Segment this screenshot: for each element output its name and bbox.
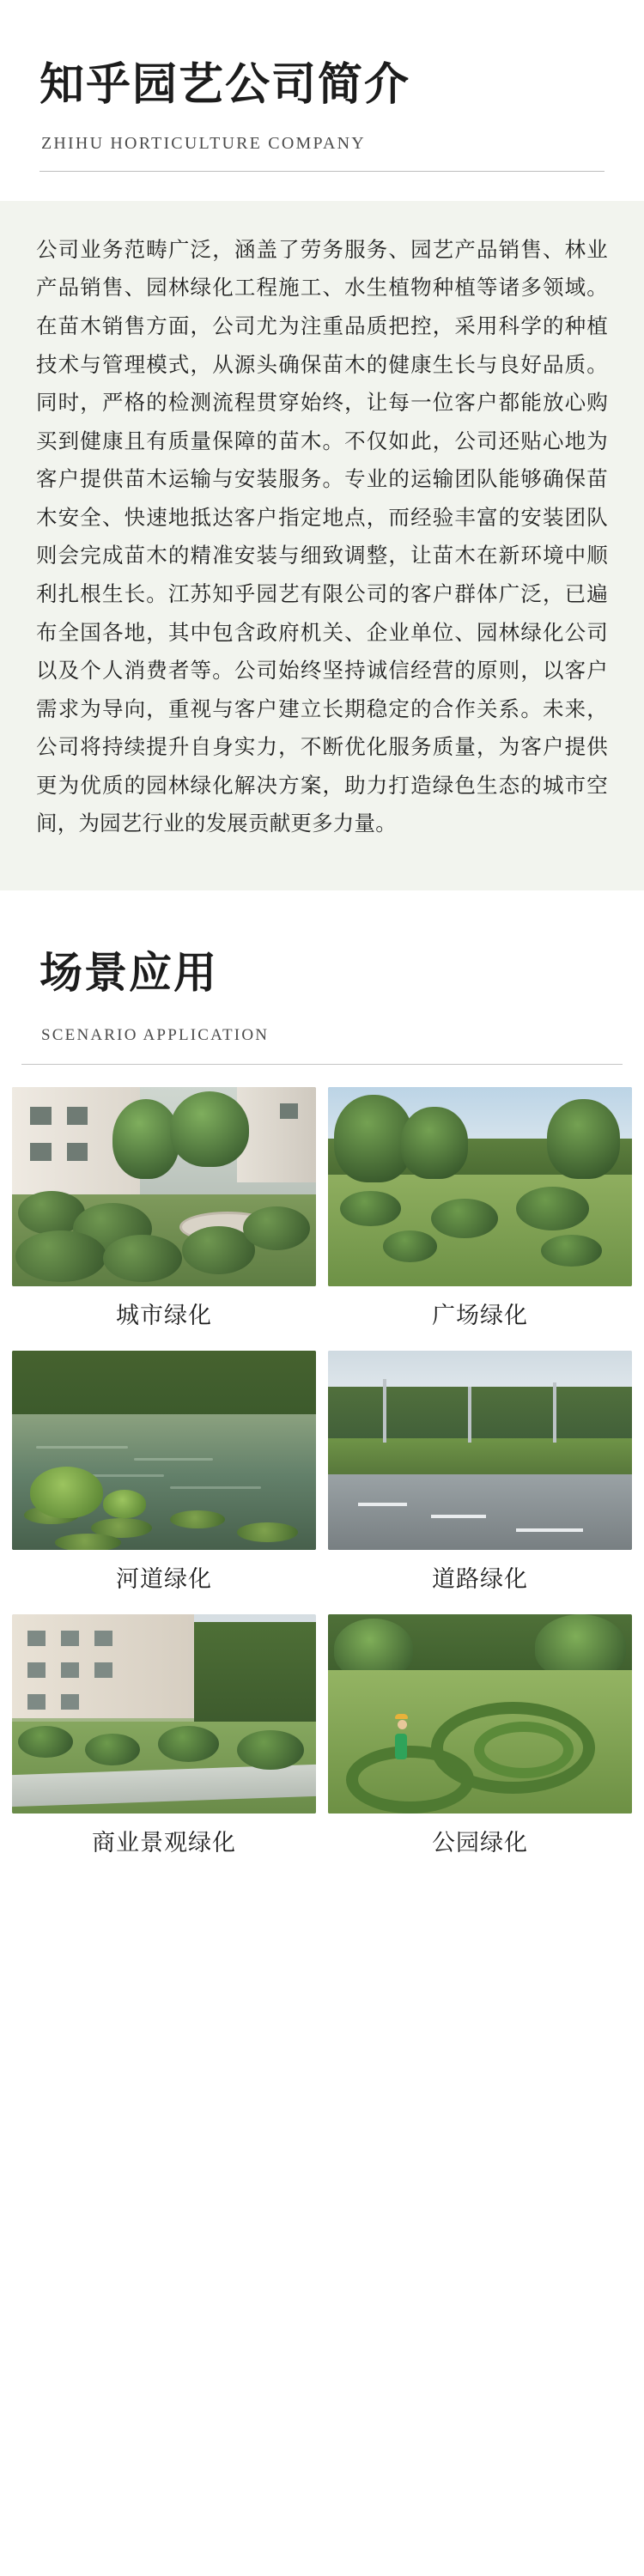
scenario-item	[328, 1351, 632, 1606]
scenario-caption: 广场绿化	[432, 1303, 528, 1329]
scenario-caption: 商业景观绿化	[92, 1830, 236, 1856]
park-greening-photo	[328, 1614, 632, 1814]
intro-title-block	[0, 60, 644, 154]
page-title: 知乎园艺公司简介	[39, 60, 411, 110]
scenario-caption: 河道绿化	[116, 1566, 212, 1593]
scenario-subtitle: SCENARIO APPLICATION	[41, 1026, 270, 1045]
intro-paragraph: 公司业务范畴广泛，涵盖了劳务服务、园艺产品销售、林业产品销售、园林绿化工程施工、水生植物种植等诸多领域。在苗木销售方面，公司尤为注重品质把控，采用科学的种植技术与管理模式，从源头确保苗木的健康生长与良好品质。同时，严格的检测流程贯穿始终，让每一位客户都能放心购买到健康且有质量保障的苗木。不仅如此，公司还贴心地为客户提供苗木运输与安装服务。专业的运输团队能够确保苗木安全、快速地抵达客户指定地点，而经验丰富的安装团队则会完成苗木的精准安装与细致调整，让苗木在新环境中顺利扎根生长。江苏知乎园艺有限公司的客户群体广泛，已遍布全国各地，其中包含政府机关、企业单位、园林绿化公司以及个人消费者等。公司始终坚持诚信经营的原则，以客户需求为导向，重视与客户建立长期稳定的合作关系。未来，公司将持续提升自身实力，不断优化服务质量，为客户提供更为优质的园林绿化解决方案，助力打造绿色生态的城市空间，为园艺行业的发展贡献更多力量。	[36, 238, 608, 836]
scenario-caption: 城市绿化	[116, 1303, 212, 1329]
commercial-landscape-greening-photo	[12, 1614, 316, 1814]
company-intro-section	[0, 0, 644, 890]
scenario-divider	[21, 1064, 623, 1065]
page-subtitle: ZHIHU HORTICULTURE COMPANY	[41, 133, 366, 153]
intro-body-panel	[0, 201, 644, 890]
road-greening-photo	[328, 1351, 632, 1550]
scenario-caption: 道路绿化	[432, 1566, 528, 1593]
scenario-item	[328, 1087, 632, 1342]
river-greening-photo	[12, 1351, 316, 1550]
scenario-caption: 公园绿化	[432, 1830, 528, 1856]
scenario-item	[12, 1087, 316, 1342]
scenario-title: 场景应用	[39, 949, 218, 998]
plaza-greening-photo	[328, 1087, 632, 1286]
title-divider	[39, 171, 605, 172]
scenario-item	[328, 1614, 632, 1869]
scenario-application-section	[0, 890, 644, 1895]
city-greening-photo	[12, 1087, 316, 1286]
scenario-item	[12, 1614, 316, 1869]
scenario-item	[12, 1351, 316, 1606]
scenario-grid	[0, 1087, 644, 1869]
